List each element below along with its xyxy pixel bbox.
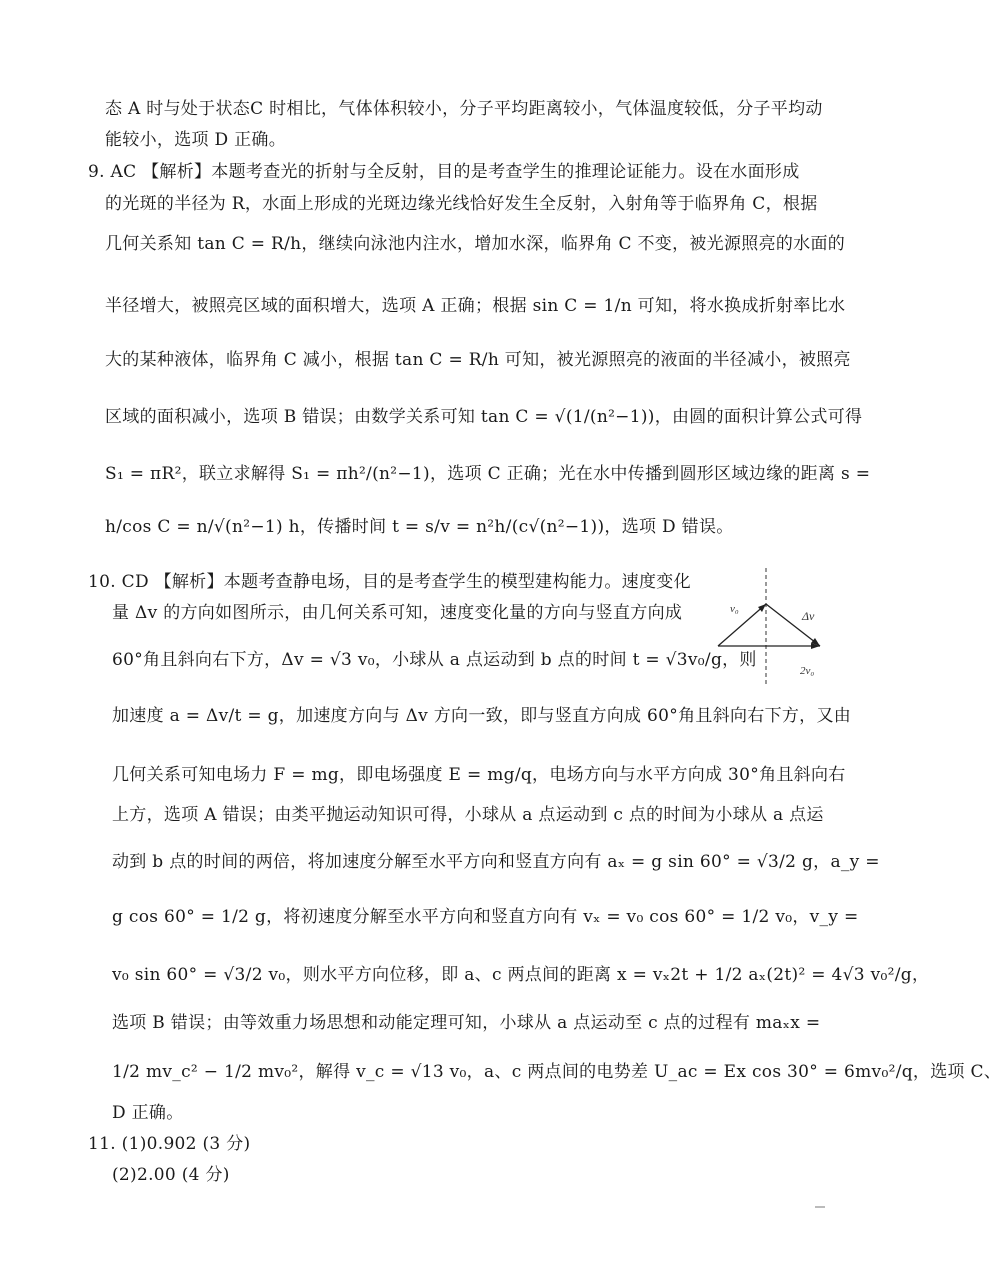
text-line: h/cos C = n/√(n²−1) h，传播时间 t = s/v = n²h/(c√(n²−1))，选项 D 错误。 (105, 517, 734, 537)
text-line: 区域的面积减小，选项 B 错误；由数学关系可知 tan C = √(1/(n²−1))，由圆的面积计算公式可得 (105, 407, 863, 427)
text-line: S₁ = πR²，联立求解得 S₁ = πh²/(n²−1)，选项 C 正确；光在水中传播到圆形区域边缘的距离 s = (105, 464, 871, 484)
text-line: 半径增大，被照亮区域的面积增大，选项 A 正确；根据 sin C = 1/n 可知，将水换成折射率比水 (105, 296, 846, 316)
text-line: 几何关系可知电场力 F = mg，即电场强度 E = mg/q，电场方向与水平方向成 30°角且斜向右 (112, 765, 846, 785)
velocity-vector-diagram (712, 566, 842, 686)
text-line: g cos 60° = 1/2 g，将初速度分解至水平方向和竖直方向有 vₓ = v₀ cos 60° = 1/2 v₀，v_y = (112, 907, 859, 927)
text-line: 几何关系知 tan C = R/h，继续向泳池内注水，增加水深，临界角 C 不变，被光源照亮的水面的 (105, 234, 846, 254)
v0-vector (718, 604, 766, 646)
text-line: 60°角且斜向右下方，Δv = √3 v₀，小球从 a 点运动到 b 点的时间 t = √3v₀/g，则 (112, 650, 757, 670)
page-corner-mark (815, 1206, 825, 1208)
label-v0: v₀ (730, 603, 739, 615)
question-10-heading: 10. CD 【解析】本题考查静电场，目的是考查学生的模型建构能力。速度变化 (88, 572, 691, 592)
text-line: D 正确。 (112, 1103, 184, 1123)
question-11-part1: 11. (1)0.902 (3 分) (88, 1134, 251, 1154)
text-line: 加速度 a = Δv/t = g，加速度方向与 Δv 方向一致，即与竖直方向成 60°角且斜向右下方，又由 (112, 706, 852, 726)
text-line: v₀ sin 60° = √3/2 v₀，则水平方向位移，即 a、c 两点间的距离 x = vₓ2t + 1/2 aₓ(2t)² = 4√3 v₀²/g， (112, 965, 930, 985)
text-line: 态 A 时与处于状态C 时相比，气体体积较小，分子平均距离较小，气体温度较低，分子平均动 (105, 99, 823, 119)
label-delta-v: Δv (802, 609, 815, 623)
question-11-part2: (2)2.00 (4 分) (112, 1165, 230, 1185)
question-9-heading: 9. AC 【解析】本题考查光的折射与全反射，目的是考查学生的推理论证能力。设在水面形成 (88, 162, 800, 182)
velocity-vector-svg (712, 566, 842, 686)
text-line: 大的某种液体，临界角 C 减小，根据 tan C = R/h 可知，被光源照亮的液面的半径减小，被照亮 (105, 350, 851, 370)
text-line: 能较小，选项 D 正确。 (105, 130, 287, 150)
text-line: 上方，选项 A 错误；由类平抛运动知识可得，小球从 a 点运动到 c 点的时间为小球从 a 点运 (112, 805, 824, 825)
label-2v0: 2v₀ (800, 665, 815, 677)
text-line: 选项 B 错误；由等效重力场思想和动能定理可知，小球从 a 点运动至 c 点的过程有 maₓx = (112, 1013, 821, 1033)
text-line: 动到 b 点的时间的两倍，将加速度分解至水平方向和竖直方向有 aₓ = g sin 60° = √3/2 g，a_y = (112, 852, 880, 872)
text-line: 1/2 mv_c² − 1/2 mv₀²，解得 v_c = √13 v₀，a、c 两点间的电势差 U_ac = Ex cos 30° = 6mv₀²/q，选项 C、 (112, 1062, 1001, 1082)
text-line: 量 Δv 的方向如图所示，由几何关系可知，速度变化量的方向与竖直方向成 (112, 603, 683, 623)
text-line: 的光斑的半径为 R，水面上形成的光斑边缘光线恰好发生全反射，入射角等于临界角 C，根据 (105, 194, 818, 214)
